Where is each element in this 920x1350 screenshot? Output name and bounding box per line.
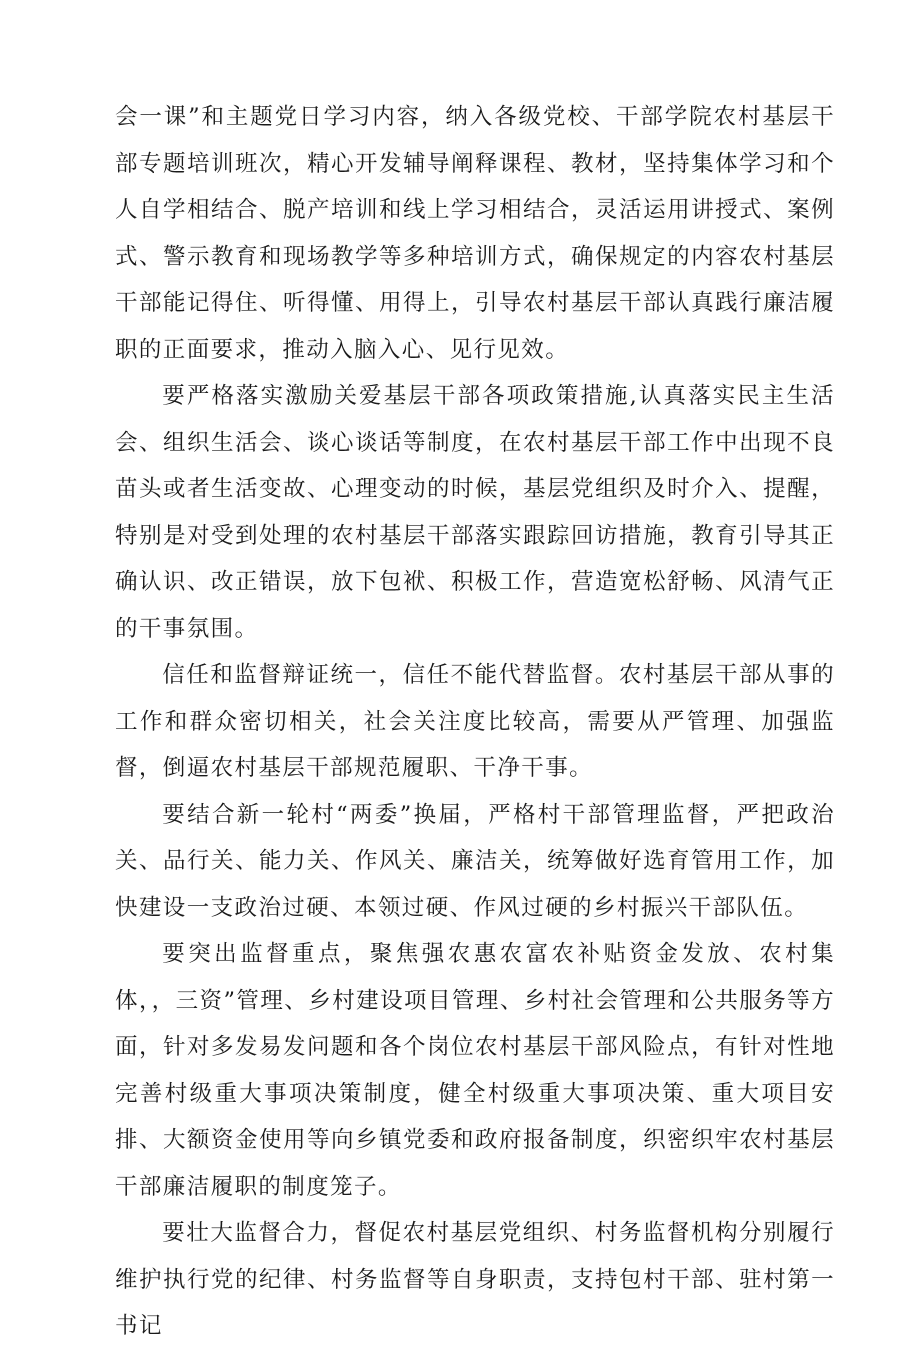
document-body (115, 94, 835, 1350)
paragraph-6: 要壮大监督合力，督促农村基层党组织、村务监督机构分别履行维护执行党的纪律、村务监督等自身职责，支持包村干部、驻村第一书记 (115, 1220, 835, 1339)
paragraph-4: 要结合新一轮村“两委”换届，严格村干部管理监督，严把政治关、品行关、能力关、作风关、廉洁关，统筹做好选育管用工作，加快建设一支政治过硬、本领过硬、作风过硬的乡村振兴干部队伍。 (115, 801, 835, 921)
paragraph-5: 要突出监督重点，聚焦强农惠农富农补贴资金发放、农村集体，，三资”管理、乡村建设项目管理、乡村社会管理和公共服务等方面，针对多发易发问题和各个岗位农村基层干部风险点，有针对性地完善村级重大事项决策制度，健全村级重大事项决策、重大项目安排、大额资金使用等向乡镇党委和政府报备制度，织密织牢农村基层干部廉洁履职的制度笼子。 (115, 941, 835, 1200)
paragraph-1: 会一课”和主题党日学习内容，纳入各级党校、干部学院农村基层干部专题培训班次，精心开发辅导阐释课程、教材，坚持集体学习和个人自学相结合、脱产培训和线上学习相结合，灵活运用讲授式、案例式、警示教育和现场教学等多种培训方式，确保规定的内容农村基层干部能记得住、听得懂、用得上，引导农村基层干部认真践行廉洁履职的正面要求，推动入脑入心、见行见效。 (115, 104, 835, 363)
paragraph-3: 信任和监督辩证统一，信任不能代替监督。农村基层干部从事的工作和群众密切相关，社会关注度比较高，需要从严管理、加强监督，倒逼农村基层干部规范履职、干净干事。 (115, 662, 835, 781)
paragraph-2: 要严格落实激励关爱基层干部各项政策措施,认真落实民主生活会、组织生活会、谈心谈话等制度，在农村基层干部工作中出现不良苗头或者生活变故、心理变动的时候，基层党组织及时介入、提醒，特别是对受到处理的农村基层干部落实跟踪回访措施，教育引导其正确认识、改正错误，放下包袱、积极工作，营造宽松舒畅、风清气正的干事氛围。 (115, 383, 835, 642)
